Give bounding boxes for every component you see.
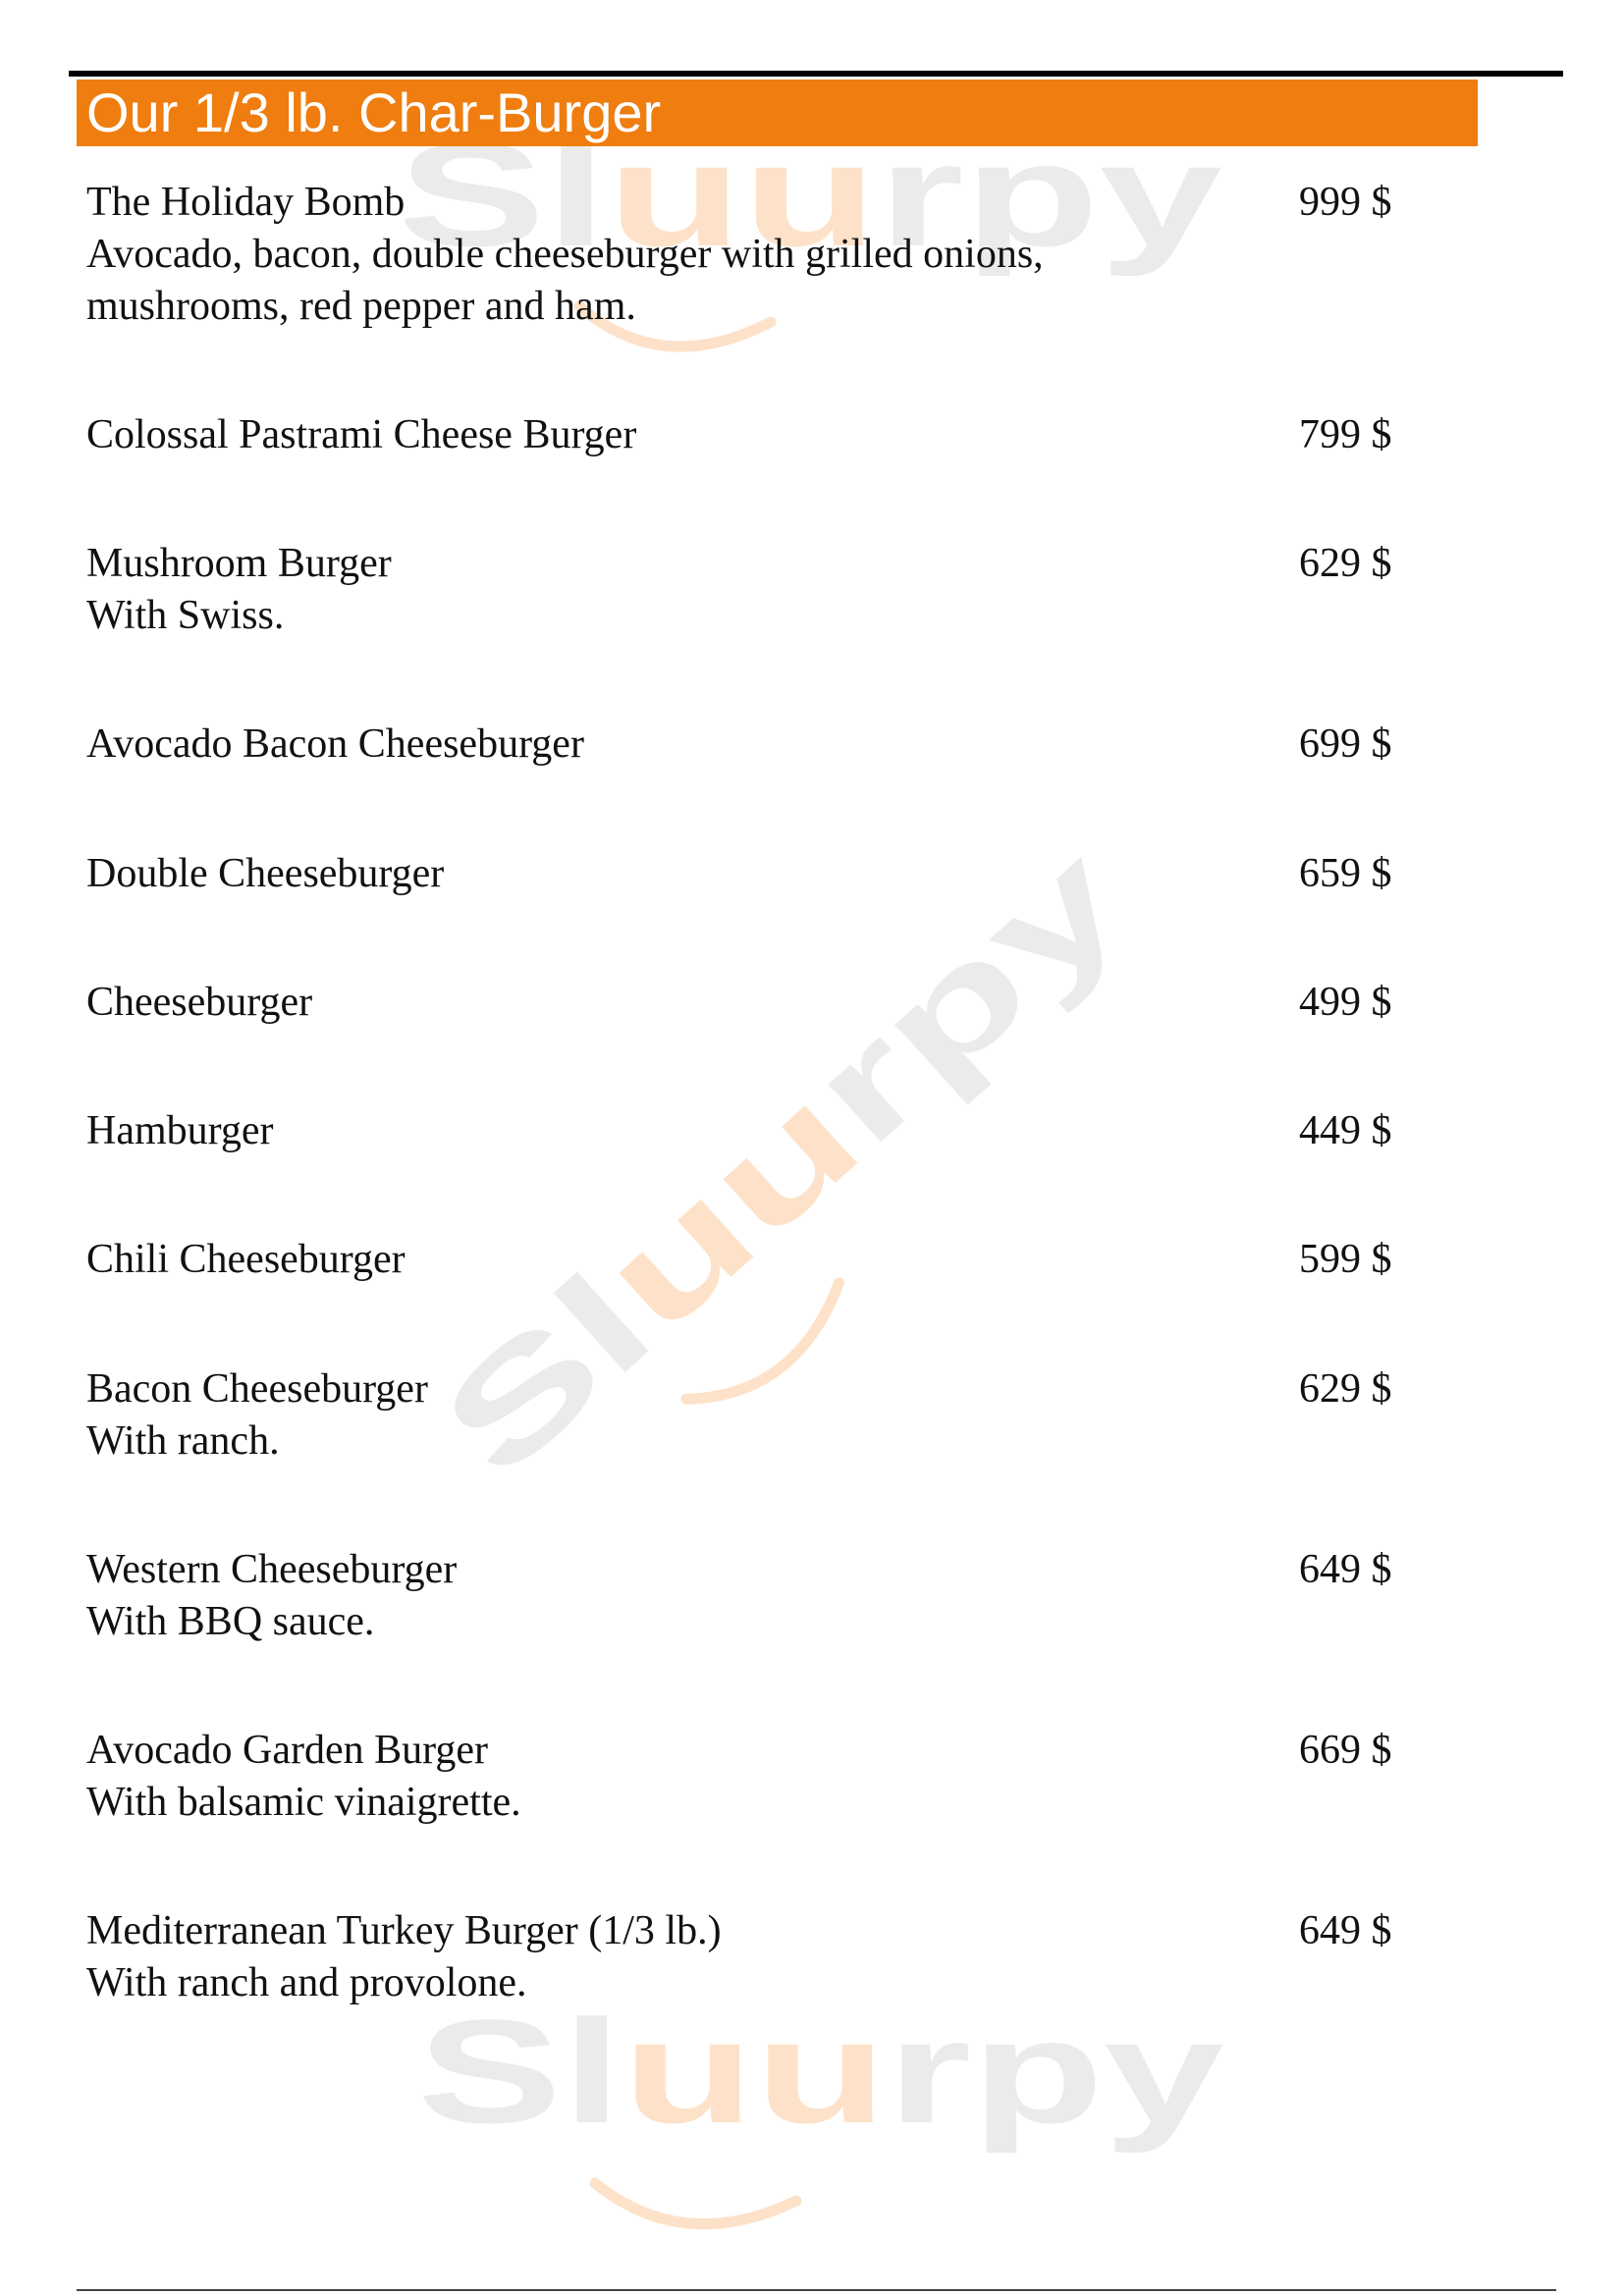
watermark-swirl <box>595 2183 796 2224</box>
menu-item-name: Bacon Cheeseburger <box>86 1365 428 1412</box>
menu-item-price: 649 $ <box>1299 1546 1392 1592</box>
menu-item-price: 699 $ <box>1299 721 1392 768</box>
menu-item-description: With balsamic vinaigrette. <box>86 1779 521 1825</box>
section-title: Our 1/3 lb. Char-Burger <box>86 81 662 143</box>
menu-item-text <box>86 1363 1127 1468</box>
menu-item-price: 799 $ <box>1299 411 1392 457</box>
menu-item <box>86 409 1402 538</box>
menu-item-name: Hamburger <box>86 1108 274 1154</box>
menu-item-text <box>86 1544 1127 1648</box>
menu-item <box>86 1234 1402 1362</box>
menu-item <box>86 719 1402 847</box>
menu-item-name: Western Cheeseburger <box>86 1546 458 1592</box>
menu-item-description: Avocado, bacon, double cheeseburger with grilled onions, mushrooms, red pepper and ham. <box>86 231 1044 329</box>
menu-item-price: 999 $ <box>1299 180 1392 225</box>
menu-item-text <box>86 848 1127 900</box>
menu-item-price: 659 $ <box>1299 850 1392 896</box>
menu-item-price: 499 $ <box>1299 979 1392 1025</box>
menu-item-name: Avocado Bacon Cheeseburger <box>86 721 584 768</box>
menu-item-text <box>86 1234 1127 1286</box>
menu-item <box>86 177 1402 409</box>
top-rule <box>69 71 1563 77</box>
bottom-rule <box>77 2289 1556 2291</box>
menu-item-description: With ranch. <box>86 1417 280 1464</box>
menu-item-description: With ranch and provolone. <box>86 1959 527 2005</box>
menu-item-text <box>86 177 1127 332</box>
menu-item <box>86 1725 1402 1905</box>
menu-item <box>86 1363 1402 1544</box>
watermark-text: Sl uu rpy <box>398 112 1108 277</box>
menu-item-name: Cheeseburger <box>86 979 313 1025</box>
menu-item <box>86 1544 1402 1725</box>
menu-item-price: 649 $ <box>1299 1908 1392 1954</box>
menu-list <box>86 177 1402 2086</box>
menu-item-text <box>86 1725 1127 1829</box>
menu-item-price: 669 $ <box>1299 1727 1392 1773</box>
menu-item-name: The Holiday Bomb <box>86 180 406 225</box>
menu-item-description: With BBQ sauce. <box>86 1598 375 1644</box>
menu-item <box>86 848 1402 977</box>
menu-item-name: Colossal Pastrami Cheese Burger <box>86 411 637 457</box>
watermark-text: Sluurpy <box>409 900 1060 1509</box>
menu-item <box>86 1105 1402 1234</box>
menu-item-name: Mushroom Burger <box>86 541 392 587</box>
menu-item-name: Mediterranean Turkey Burger (1/3 lb.) <box>86 1908 722 1954</box>
menu-item-text <box>86 409 1127 461</box>
menu-item-price: 449 $ <box>1299 1108 1392 1154</box>
section-header <box>77 80 1478 146</box>
menu-item-price: 599 $ <box>1299 1237 1392 1283</box>
menu-item-name: Chili Cheeseburger <box>86 1237 406 1283</box>
menu-item-text <box>86 1105 1127 1157</box>
menu-item-price: 629 $ <box>1299 541 1392 587</box>
menu-item <box>86 538 1402 719</box>
menu-item-text <box>86 538 1127 642</box>
menu-item-description: With Swiss. <box>86 592 285 638</box>
menu-item-text <box>86 719 1127 771</box>
menu-item <box>86 977 1402 1105</box>
watermark-text: Sl uu rpy <box>417 1989 1116 2154</box>
menu-item <box>86 1905 1402 2086</box>
menu-item-text <box>86 977 1127 1029</box>
menu-item-price: 629 $ <box>1299 1365 1392 1412</box>
menu-item-name: Avocado Garden Burger <box>86 1727 488 1773</box>
menu-item-name: Double Cheeseburger <box>86 850 445 896</box>
menu-item-text <box>86 1905 1127 2009</box>
